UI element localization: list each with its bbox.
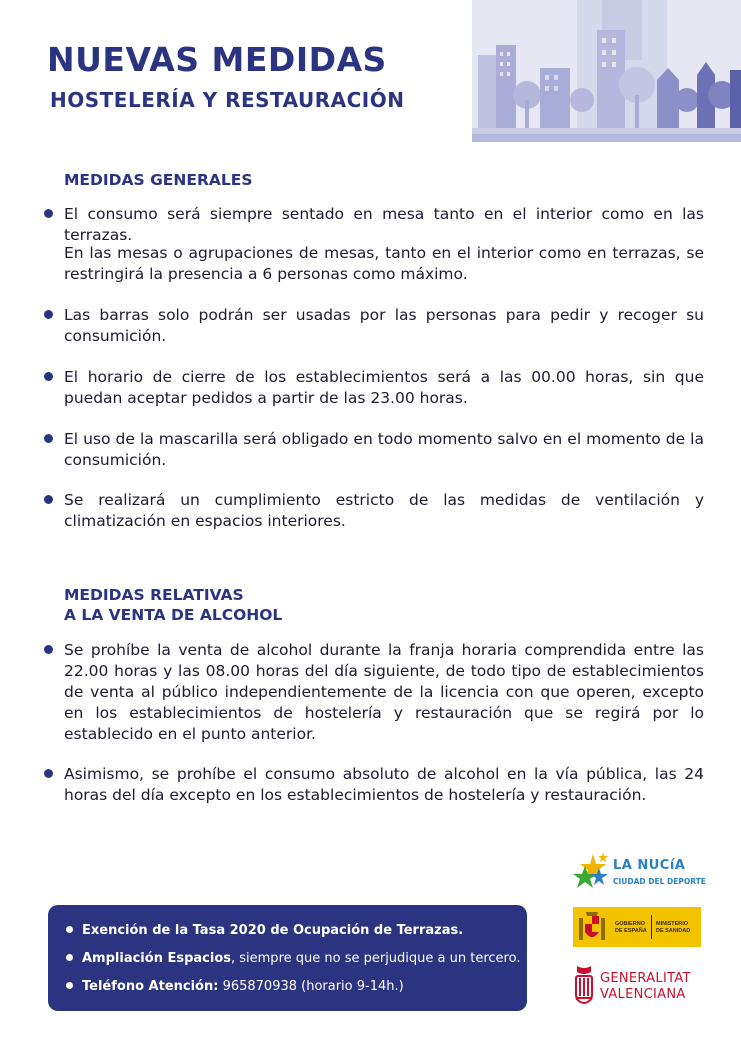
list-item: El uso de la mascarilla será obligado en todo momento salvo en el momento de la consumición.	[44, 429, 704, 471]
bullet-icon	[44, 434, 53, 443]
bullet-icon	[44, 769, 53, 778]
bullet-icon	[66, 982, 73, 989]
list-item-continuation: En las mesas o agrupaciones de mesas, tanto en el interior como en terrazas, se restringirá la presencia a 6 personas como máximo.	[64, 244, 704, 283]
bullet-icon	[44, 495, 53, 504]
divider	[651, 915, 652, 939]
city-skyline-illustration	[472, 0, 741, 142]
bullet-icon	[44, 372, 53, 381]
section-heading-medidas-generales: MEDIDAS GENERALES	[64, 171, 253, 189]
la-nucia-logo: LA NUCíA CIUDAD DEL DEPORTE	[573, 850, 708, 896]
section-heading-alcohol: MEDIDAS RELATIVAS A LA VENTA DE ALCOHOL	[64, 586, 283, 624]
info-box	[48, 905, 527, 1011]
list-item: Se realizará un cumplimiento estricto de las medidas de ventilación y climatización en espacios interiores.	[44, 490, 704, 532]
info-row-tasa: Exención de la Tasa 2020 de Ocupación de Terrazas.	[66, 917, 527, 945]
list-item: Se prohíbe la venta de alcohol durante la franja horaria comprendida entre las 22.00 horas y las 08.00 horas del día siguiente, de todo tipo de establecimientos de venta al público independientemente de la licencia con que operen, excepto en los establecimientos de hostelería y restauración que se regirá por lo establecido en el punto anterior.	[44, 640, 704, 745]
list-item: Las barras solo podrán ser usadas por las personas para pedir y recoger su consumición.	[44, 305, 704, 347]
page-title: NUEVAS MEDIDAS	[47, 40, 387, 79]
page-subtitle: HOSTELERÍA Y RESTAURACIÓN	[50, 88, 405, 112]
bullet-icon	[44, 645, 53, 654]
gobierno-espana-logo: GOBIERNO DE ESPAÑA MINISTERIO DE SANIDAD	[573, 907, 701, 947]
list-item: El horario de cierre de los establecimientos será a las 00.00 horas, sin que puedan aceptar pedidos a partir de las 23.00 horas.	[44, 367, 704, 409]
bullet-icon	[44, 310, 53, 319]
bullet-icon	[44, 209, 53, 218]
bullet-icon	[66, 926, 73, 933]
crest-icon	[573, 964, 595, 1010]
list-item: Asimismo, se prohíbe el consumo absoluto de alcohol en la vía pública, las 24 horas del día excepto en los establecimientos de hostelería y restauración.	[44, 764, 704, 806]
list-item: El consumo será siempre sentado en mesa tanto en el interior como en las terrazas.	[44, 204, 704, 246]
info-row-espacios: Ampliación Espacios, siempre que no se perjudique a un tercero.	[66, 945, 527, 973]
info-row-telefono: Teléfono Atención: 965870938 (horario 9-14h.)	[66, 973, 527, 1001]
bullet-icon	[66, 954, 73, 961]
star-figure-icon	[573, 850, 613, 896]
generalitat-valenciana-logo: GENERALITAT VALENCIANA	[573, 962, 703, 1012]
coat-of-arms-icon	[577, 910, 607, 944]
